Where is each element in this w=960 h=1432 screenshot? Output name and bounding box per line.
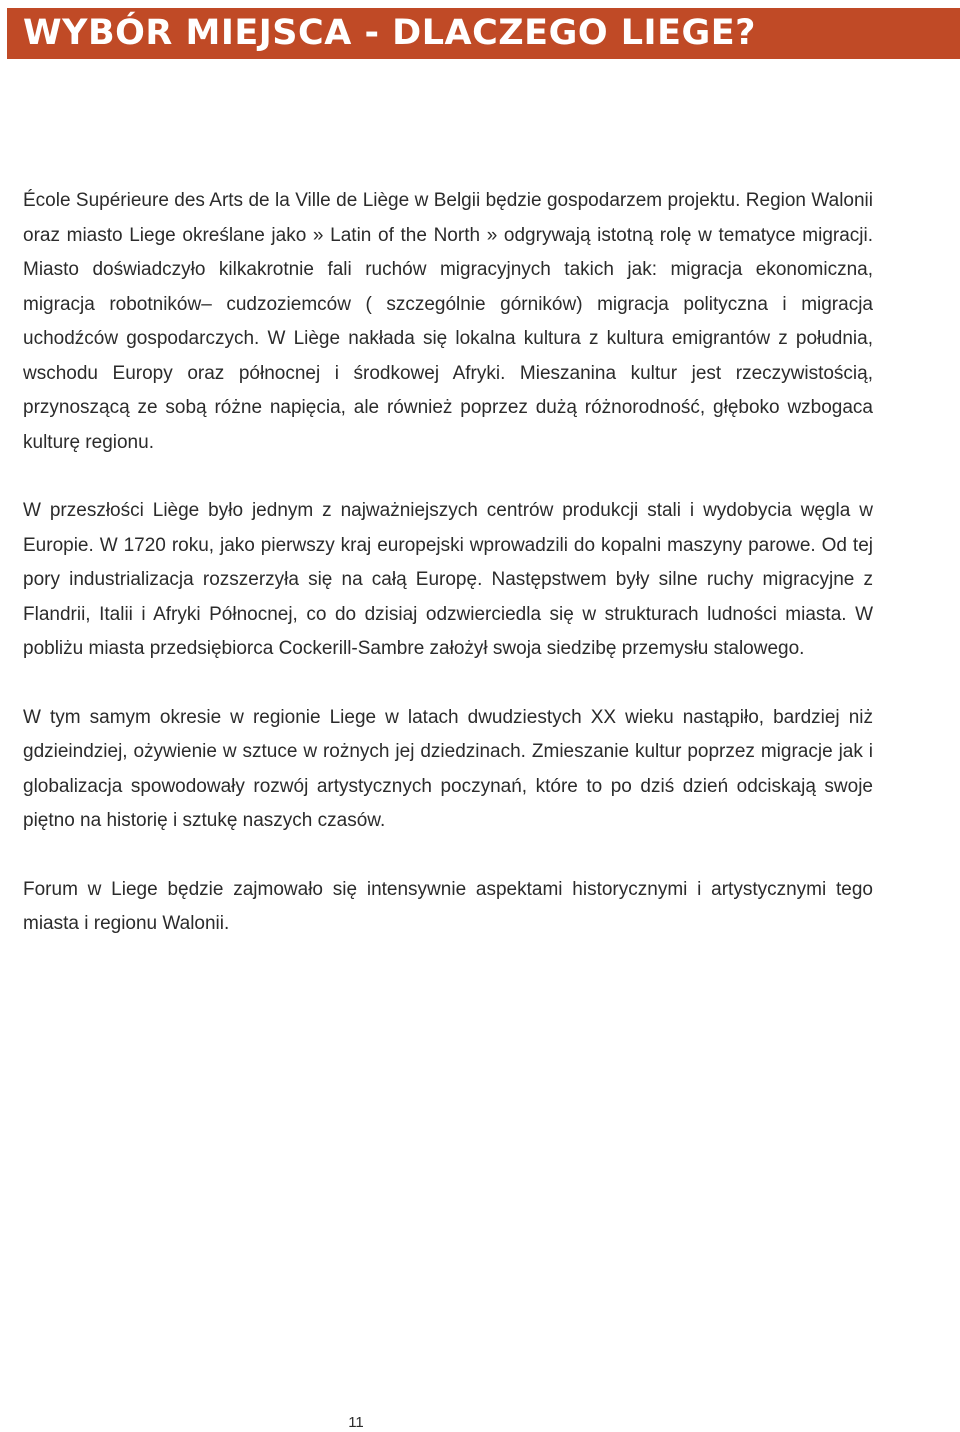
- paragraph-forum: Forum w Liege będzie zajmowało się intensywnie aspektami historycznymi i artystycznymi tego miasta i regionu Walonii.: [23, 878, 873, 934]
- page-number: 11: [348, 1414, 364, 1431]
- paragraph-art: W tym samym okresie w regionie Liege w latach dwudziestych XX wieku nastąpiło, bardziej niż gdzieindziej, ożywienie w sztuce w rożnych jej dziedzinach. Zmieszanie kultur poprzez migracje jak i globalizacja spowodowały rozwój artystycznych poczynań, które to po dziś dzień odciskają swoje piętno na historię i sztukę naszych czasów.: [23, 706, 873, 831]
- article-body: [23, 184, 873, 976]
- paragraph-history: W przeszłości Liège było jednym z najważniejszych centrów produkcji stali i wydobycia węgla w Europie. W 1720 roku, jako pierwszy kraj europejski wprowadzili do kopalni maszyny parowe. Od tej pory industrializacja rozszerzyła się na całą Europę. Następstwem były silne ruchy migracyjne z Flandrii, Italii i Afryki Północnej, co do dzisiaj odzwierciedla się w strukturach ludności miasta. W pobliżu miasta przedsiębiorca Cockerill-Sambre założył swoja siedzibę przemysłu stalowego.: [23, 500, 873, 659]
- page-title: WYBÓR MIEJSCA - DLACZEGO LIEGE?: [23, 13, 756, 53]
- paragraph-intro: École Supérieure des Arts de la Ville de Liège w Belgii będzie gospodarzem projektu. Region Walonii oraz miasto Liege określane jako » Latin of the North » odgrywają istotną rolę w tematyce migracji. Miasto doświadczyło kilkakrotnie fali ruchów migracyjnych takich jak: migracja ekonomiczna, migracja robotników– cudzoziemców ( szczególnie górników) migracja polityczna i migracja uchodźców gospodarczych. W Liège nakłada się lokalna kultura z kultura emigrantów z południa, wschodu Europy oraz północnej i środkowej Afryki. Mieszanina kultur jest rzeczywistością, przynoszącą ze sobą różne napięcia, ale również poprzez dużą różnorodność, głęboko wzbogaca kulturę regionu.: [23, 190, 873, 453]
- title-banner: [7, 8, 960, 59]
